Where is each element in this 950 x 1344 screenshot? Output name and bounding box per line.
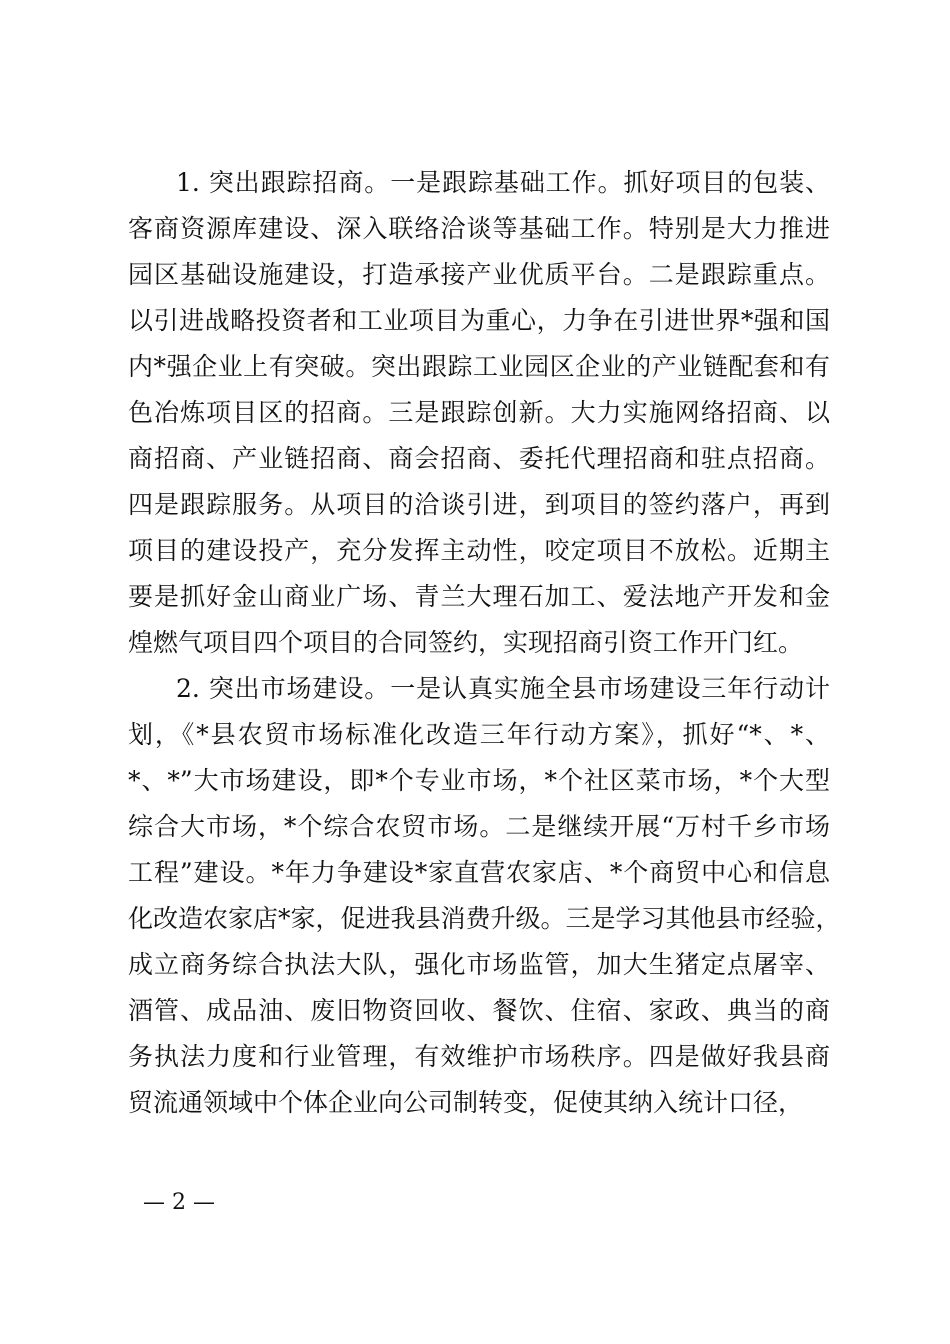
text-line: 划，《*县农贸市场标准化改造三年行动方案》，抓好“*、*、	[128, 720, 830, 749]
paragraph-tracking-investment	[128, 160, 830, 666]
text-line: 综合大市场，*个综合农贸市场。二是继续开展“万村千乡市场	[128, 812, 830, 841]
text-line: 2. 突出市场建设。一是认真实施全县市场建设三年行动计	[176, 674, 830, 703]
text-line: 酒管、成品油、废旧物资回收、餐饮、住宿、家政、典当的商	[128, 996, 830, 1025]
text-line: 化改造农家店*家，促进我县消费升级。三是学习其他县市经验，	[128, 904, 841, 933]
text-line: 工程”建设。*年力争建设*家直营农家店、*个商贸中心和信息	[128, 858, 830, 887]
document-body	[128, 160, 841, 1126]
text-line: 成立商务综合执法大队，强化市场监管，加大生猪定点屠宰、	[128, 950, 830, 979]
text-line: 客商资源库建设、深入联络洽谈等基础工作。特别是大力推进	[128, 214, 830, 243]
text-line: 以引进战略投资者和工业项目为重心，力争在引进世界*强和国	[128, 306, 830, 335]
text-line: *、*”大市场建设，即*个专业市场，*个社区菜市场，*个大型	[128, 766, 830, 795]
text-line: 商招商、产业链招商、商会招商、委托代理招商和驻点招商。	[128, 444, 830, 473]
text-line: 1. 突出跟踪招商。一是跟踪基础工作。抓好项目的包装、	[176, 168, 830, 197]
text-line: 内*强企业上有突破。突出跟踪工业园区企业的产业链配套和有	[128, 352, 830, 381]
text-line: 煌燃气项目四个项目的合同签约，实现招商引资工作开门红。	[128, 628, 804, 657]
text-line: 贸流通领域中个体企业向公司制转变，促使其纳入统计口径，	[128, 1088, 804, 1117]
text-line: 要是抓好金山商业广场、青兰大理石加工、爱法地产开发和金	[128, 582, 830, 611]
text-line: 色冶炼项目区的招商。三是跟踪创新。大力实施网络招商、以	[128, 398, 830, 427]
text-line: 项目的建设投产，充分发挥主动性，咬定项目不放松。近期主	[128, 536, 830, 565]
paragraph-market-construction	[128, 666, 841, 1126]
text-line: 务执法力度和行业管理，有效维护市场秩序。四是做好我县商	[128, 1042, 830, 1071]
text-line: 园区基础设施建设，打造承接产业优质平台。二是跟踪重点。	[128, 260, 830, 289]
page-number: — 2 —	[143, 1190, 215, 1215]
text-line: 四是跟踪服务。从项目的洽谈引进，到项目的签约落户，再到	[128, 490, 830, 519]
